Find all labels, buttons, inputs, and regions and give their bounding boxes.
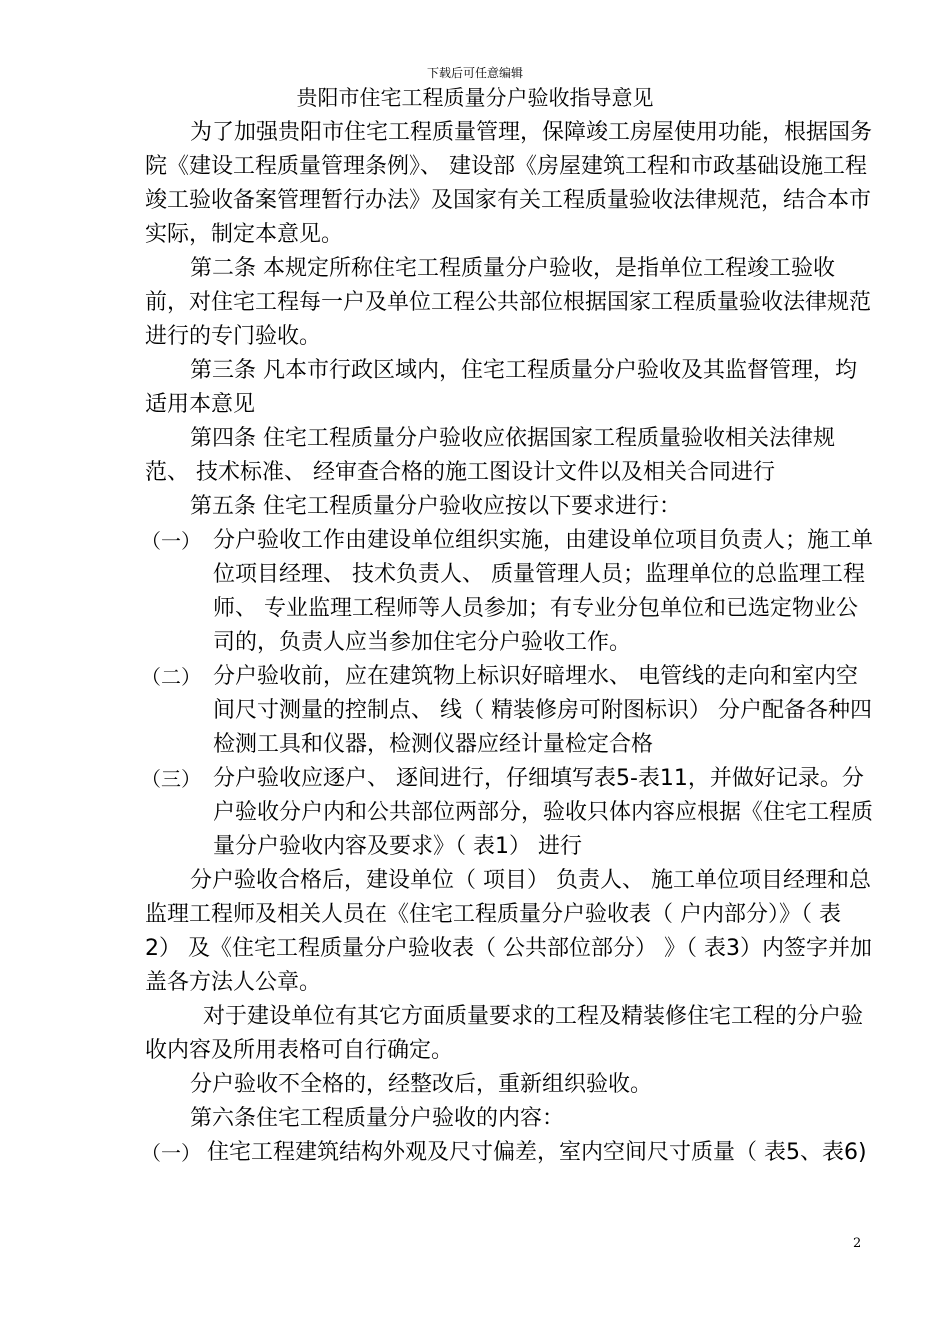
article-3: 第三条 凡本市行政区域内，住宅工程质量分户验收及其监督管理，均适用本意见	[145, 358, 857, 417]
document-title: 贵阳市住宅工程质量分户验收指导意见	[296, 86, 654, 110]
failure-paragraph: 分户验收不全格的，经整改后，重新组织验收。	[190, 1072, 653, 1097]
item-label: （一）	[141, 1141, 201, 1165]
header-note: 下载后可任意编辑	[426, 66, 523, 80]
item-text: 住宅工程建筑结构外观及尺寸偏差，室内空间尺寸质量（ 表5、表6)	[207, 1140, 867, 1165]
item-text: 分户验收应逐户、 逐间进行，仔细填写表5-表11，并做好记录。分户验收分户内和公共部位两部分，验收只体内容应根据《住宅工程质量分户验收内容及要求》（ 表1） 进行	[213, 766, 874, 859]
document-body	[141, 116, 875, 1170]
other-requirements-paragraph: 对于建设单位有其它方面质量要求的工程及精装修住宅工程的分户验收内容及所用表格可自行确定。	[145, 1004, 864, 1063]
article-6-item	[141, 1136, 875, 1170]
article-6: 第六条住宅工程质量分户验收的内容：	[190, 1106, 565, 1131]
intro-paragraph: 为了加强贵阳市住宅工程质量管理，保障竣工房屋使用功能，根据国务院《建设工程质量管理条例》、 建设部《房屋建筑工程和市政基础设施工程竣工验收备案管理暂行办法》及国家有关工程质量验收法律规范，结合本市实际，制定本意见。	[145, 120, 873, 247]
article-4: 第四条 住宅工程质量分户验收应依据国家工程质量验收相关法律规范、 技术标准、 经审查合格的施工图设计文件以及相关合同进行	[145, 426, 835, 485]
item-label: （一）	[141, 529, 201, 553]
item-text: 分户验收前，应在建筑物上标识好暗埋水、 电管线的走向和室内空间尺寸测量的控制点、 线（ 精装修房可附图标识） 分户配备各种四检测工具和仪器，检测仪器应经计量检定合格	[213, 664, 872, 757]
article-5: 第五条 住宅工程质量分户验收应按以下要求进行：	[190, 494, 681, 519]
item-text: 分户验收工作由建设单位组织实施，由建设单位项目负责人；施工单位项目经理、 技术负责人、 质量管理人员；监理单位的总监理工程师、 专业监理工程师等人员参加；有专业分包单位和已选定物业公司的，负责人应当参加住宅分户验收工作。	[213, 528, 874, 655]
article-5-item	[141, 660, 875, 762]
item-label: （三）	[141, 767, 201, 791]
item-label: （二）	[141, 665, 201, 689]
article-5-item	[141, 762, 875, 864]
page-number: 2	[853, 1236, 862, 1251]
signature-paragraph: 分户验收合格后，建设单位（ 项目） 负责人、 施工单位项目经理和总监理工程师及相关人员在《住宅工程质量分户验收表（ 户内部分）》（ 表2） 及《住宅工程质量分户验收表（ 公共部位部分） 》（ 表3）内签字并加盖各方法人公章。	[145, 868, 872, 995]
article-5-item	[141, 524, 875, 660]
article-2: 第二条 本规定所称住宅工程质量分户验收，是指单位工程竣工验收前，对住宅工程每一户及单位工程公共部位根据国家工程质量验收法律规范进行的专门验收。	[145, 256, 872, 349]
